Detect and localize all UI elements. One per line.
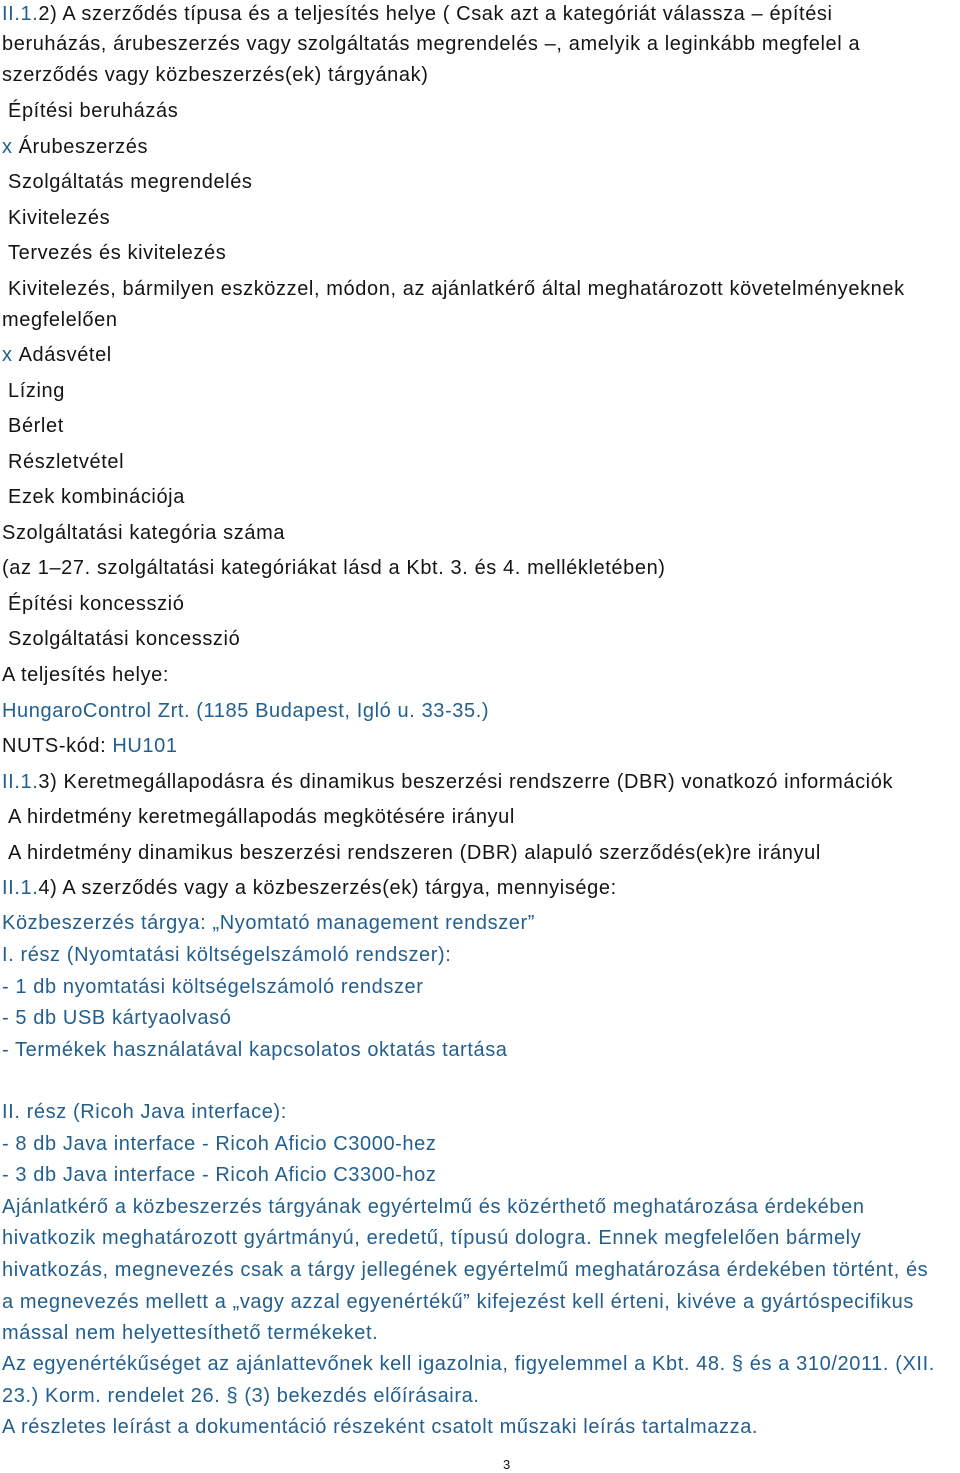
section-heading-continuation: beruházás, árubeszerzés vagy szolgáltatás megrendelés –, amelyik a leginkább megfelel a	[2, 33, 861, 55]
option-framework-agreement: A hirdetmény keretmegállapodás megkötésére irányul	[8, 806, 515, 828]
option-label: Árubeszerzés	[18, 136, 149, 158]
option-label: Adásvétel	[18, 344, 112, 366]
equivalence-note-line: 23.) Korm. rendelet 26. § (3) bekezdés előírásaira.	[2, 1385, 480, 1407]
equivalence-note-line: hivatkozás, megnevezés csak a tárgy jellegének egyértelmű meghatározása érdekében történt, és	[2, 1259, 929, 1281]
equivalence-note-line: Az egyenértékűséget az ajánlattevőnek kell igazolnia, figyelemmel a Kbt. 48. § és a 310/2011. (XII.	[2, 1353, 935, 1375]
option-combination: Ezek kombinációja	[8, 486, 185, 508]
section-number: II.1.	[2, 877, 39, 899]
section-heading-ii-1-4	[2, 876, 617, 900]
part-1-title: I. rész (Nyomtatási költségelszámoló rendszer):	[2, 944, 452, 966]
section-heading-text: 3) Keretmegállapodásra és dinamikus beszerzési rendszerre (DBR) vonatkozó információk	[38, 771, 894, 793]
option-execution: Kivitelezés	[8, 207, 111, 229]
page-number: 3	[503, 1457, 511, 1472]
service-category-note: (az 1–27. szolgáltatási kategóriákat lásd a Kbt. 3. és 4. mellékletében)	[2, 557, 666, 579]
equivalence-note-line: Ajánlatkérő a közbeszerzés tárgyának egyértelmű és közérthető meghatározása érdekében	[2, 1196, 865, 1218]
section-heading-ii-1-3	[2, 770, 893, 794]
part-1-item: - 5 db USB kártyaolvasó	[2, 1007, 232, 1029]
place-of-performance-label: A teljesítés helye:	[2, 664, 170, 686]
option-execution-any-means-continuation: megfelelően	[2, 309, 118, 331]
check-mark: x	[2, 136, 13, 158]
option-hire-purchase: Részletvétel	[8, 451, 125, 473]
option-execution-any-means: Kivitelezés, bármilyen eszközzel, módon, az ajánlatkérő által meghatározott követelményeknek	[8, 278, 905, 300]
option-rental: Bérlet	[8, 415, 64, 437]
nuts-code	[2, 734, 178, 758]
part-2-item: - 3 db Java interface - Ricoh Aficio C3300-hoz	[2, 1164, 437, 1186]
section-heading-text: 4) A szerződés vagy a közbeszerzés(ek) tárgya, mennyisége:	[38, 877, 617, 899]
option-works-concession: Építési koncesszió	[8, 593, 185, 615]
option-dynamic-purchasing-system: A hirdetmény dinamikus beszerzési rendszeren (DBR) alapuló szerződés(ek)re irányul	[8, 842, 821, 864]
section-heading-ii-1-2	[2, 2, 833, 26]
place-of-performance-value: HungaroControl Zrt. (1185 Budapest, Igló u. 33-35.)	[2, 700, 490, 722]
option-design-and-execution: Tervezés és kivitelezés	[8, 242, 227, 264]
equivalence-note-line: mással nem helyettesíthető termékeket.	[2, 1322, 379, 1344]
section-heading-text: 2) A szerződés típusa és a teljesítés helye ( Csak azt a kategóriát válassza – építési	[38, 3, 833, 25]
part-2-title: II. rész (Ricoh Java interface):	[2, 1101, 287, 1123]
part-1-item: - 1 db nyomtatási költségelszámoló rendszer	[2, 976, 424, 998]
option-supplies-checked	[2, 135, 148, 159]
option-leasing: Lízing	[8, 380, 65, 402]
check-mark: x	[2, 344, 13, 366]
option-services: Szolgáltatás megrendelés	[8, 171, 253, 193]
part-2-item: - 8 db Java interface - Ricoh Aficio C3000-hez	[2, 1133, 437, 1155]
nuts-code-label: NUTS-kód:	[2, 735, 107, 757]
procurement-subject: Közbeszerzés tárgya: „Nyomtató management rendszer”	[2, 912, 536, 934]
section-number: II.1.	[2, 771, 39, 793]
option-purchase-checked	[2, 343, 112, 367]
nuts-code-value: HU101	[112, 735, 178, 757]
option-service-concession: Szolgáltatási koncesszió	[8, 628, 241, 650]
equivalence-note-line: a megnevezés mellett a „vagy azzal egyenértékű” kifejezést kell érteni, kivéve a gyártóspecifikus	[2, 1291, 914, 1313]
part-1-item: - Termékek használatával kapcsolatos oktatás tartása	[2, 1039, 508, 1061]
equivalence-note-line: A részletes leírást a dokumentáció részeként csatolt műszaki leírás tartalmazza.	[2, 1416, 759, 1438]
section-heading-continuation: szerződés vagy közbeszerzés(ek) tárgyának)	[2, 64, 429, 86]
option-works: Építési beruházás	[8, 100, 179, 122]
service-category-label: Szolgáltatási kategória száma	[2, 522, 286, 544]
equivalence-note-line: hivatkozik meghatározott gyártmányú, eredetű, típusú dologra. Ennek megfelelően bármely	[2, 1227, 862, 1249]
section-number: II.1.	[2, 3, 39, 25]
